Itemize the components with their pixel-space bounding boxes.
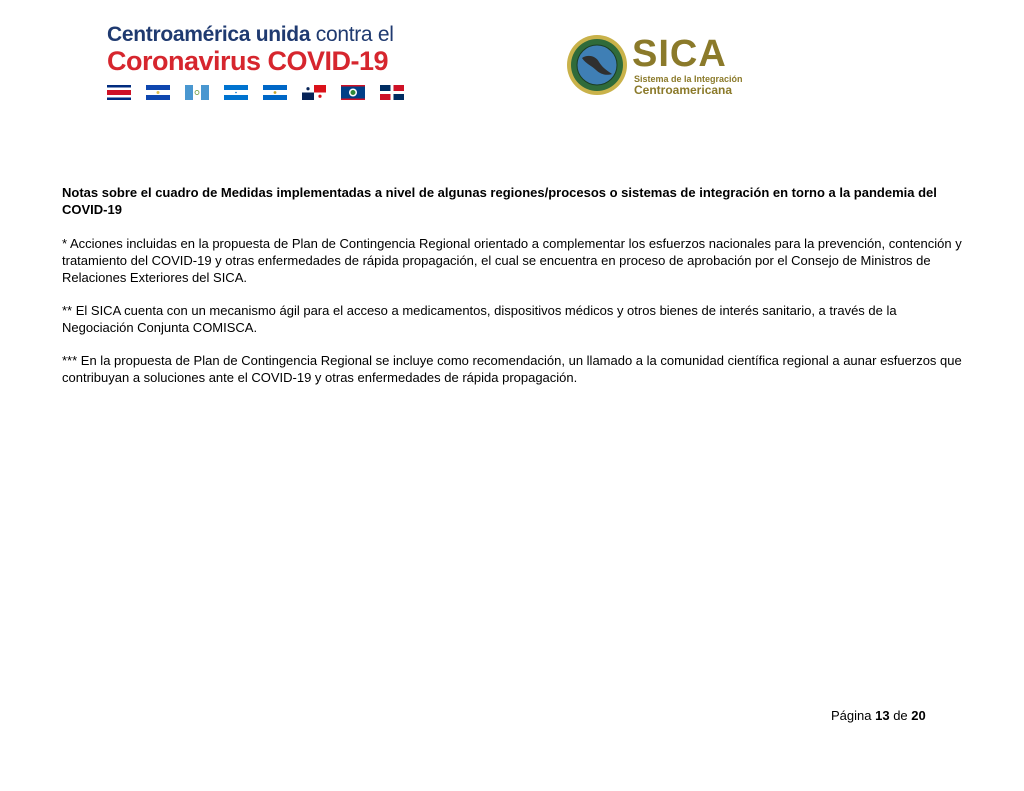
costa-rica-flag-icon [107,85,131,100]
flag-row [107,85,407,101]
note-paragraph-1: * Acciones incluidas en la propuesta de Plan de Contingencia Regional orientado a complementar los esfuerzos nacionales para la prevención, contención y tratamiento del COVID-19 y otras enfermedades de rápida propagación, el cual se encuentra en proceso de aprobación por el Consejo de Ministros de Relaciones Exteriores del SICA. [62,236,962,285]
campaign-title-line2: Coronavirus COVID-19 [107,46,389,76]
el-salvador-flag-icon [146,85,170,100]
nicaragua-flag-icon [263,85,287,100]
panama-flag-icon [302,85,326,100]
guatemala-flag-icon [185,85,209,100]
campaign-title-bold: Centroamérica unida [107,23,311,46]
sica-logo [566,34,746,100]
notes-heading: Notas sobre el cuadro de Medidas implementadas a nivel de algunas regiones/procesos o sistemas de integración en torno a la pandemia del COVID-19 [62,185,937,217]
campaign-title-light: contra el [310,23,394,46]
campaign-logo [107,24,407,76]
page-total: 20 [911,708,926,723]
page-current: 13 [875,708,890,723]
belize-flag-icon [341,85,365,100]
sica-seal-icon [566,34,628,101]
notes-section [62,184,967,402]
note-paragraph-3: *** En la propuesta de Plan de Contingencia Regional se incluye como recomendación, un llamado a la comunidad científica regional a aunar esfuerzos que contribuyan a soluciones ante el COVID-19 y otras enfermedades de rápida propagación. [62,353,962,385]
page-separator: de [893,708,908,723]
note-paragraph-2: ** El SICA cuenta con un mecanismo ágil para el acceso a medicamentos, dispositivos médicos y otros bienes de interés sanitario, a través de la Negociación Conjunta COMISCA. [62,303,897,335]
campaign-title-line1 [107,24,407,46]
dominican-republic-flag-icon [380,85,404,100]
sica-subtitle-line1: Sistema de la Integración [634,74,743,84]
honduras-flag-icon [224,85,248,100]
sica-subtitle-line2: Centroamericana [634,83,733,97]
page-label: Página [831,708,872,723]
sica-acronym: SICA [632,33,727,75]
page-number [831,708,926,723]
